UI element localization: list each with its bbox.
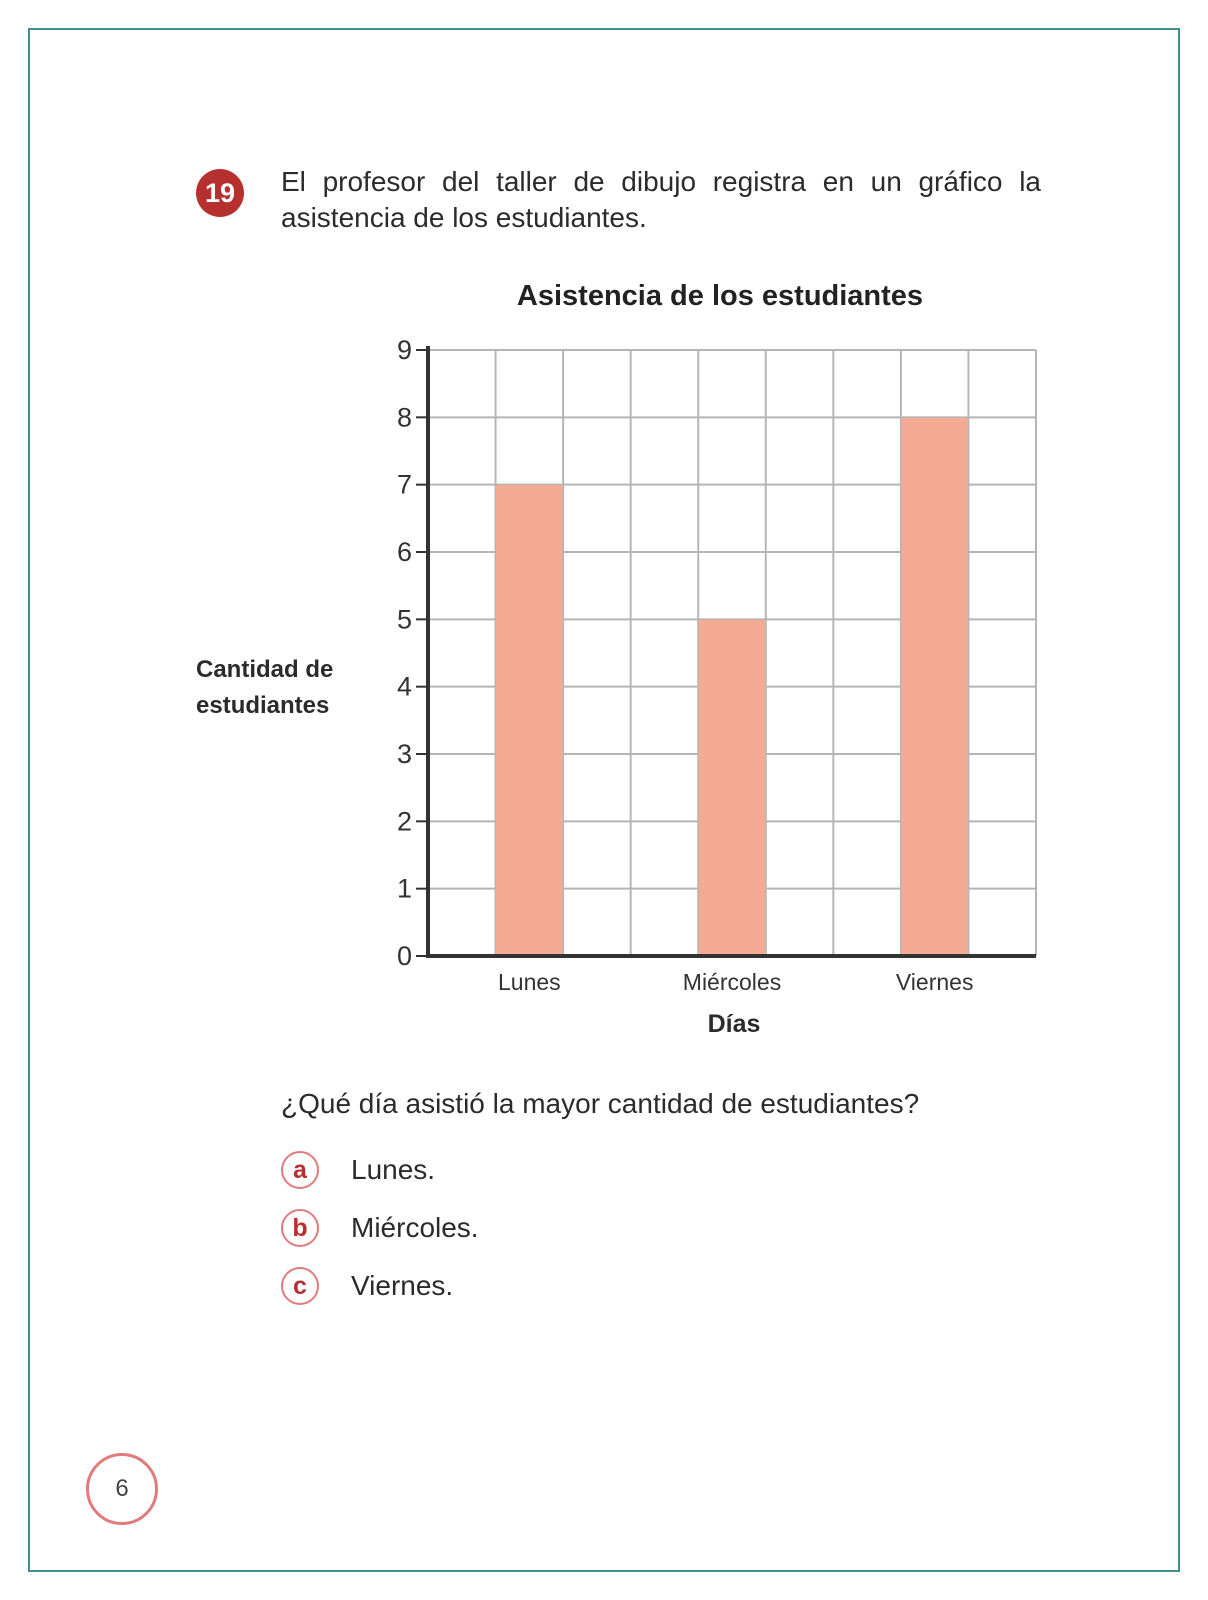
option-a[interactable] xyxy=(281,1148,435,1192)
chart-title: Asistencia de los estudiantes xyxy=(516,280,924,312)
x-tick-label: Miércoles xyxy=(682,969,782,995)
question-number-badge: 19 xyxy=(196,169,244,217)
y-axis-label: Cantidad de estudiantes xyxy=(196,656,334,719)
y-tick-label: 1 xyxy=(396,873,412,904)
y-tick-label: 2 xyxy=(396,806,412,837)
option-letter-a: a xyxy=(281,1151,319,1189)
page-number: 6 xyxy=(86,1453,158,1525)
y-tick-label: 5 xyxy=(396,604,412,635)
bar-miércoles xyxy=(698,619,766,956)
y-tick-label: 7 xyxy=(396,469,412,500)
y-tick-label: 9 xyxy=(396,335,412,365)
option-letter-b: b xyxy=(281,1209,319,1247)
option-text-b: Miércoles. xyxy=(351,1212,479,1243)
option-text-c: Viernes. xyxy=(351,1270,454,1301)
y-tick-label: 0 xyxy=(396,941,412,971)
question-text: El profesor del taller de dibujo registra en un gráfico la asistencia de los estudiantes. xyxy=(281,166,1041,233)
option-b[interactable] xyxy=(281,1206,479,1250)
y-tick-label: 6 xyxy=(396,537,412,567)
x-axis-label: Días xyxy=(707,1010,761,1038)
y-tick-label: 3 xyxy=(396,739,412,769)
option-text-a: Lunes. xyxy=(351,1154,436,1185)
bar-viernes xyxy=(901,417,969,956)
bar-lunes xyxy=(496,485,564,956)
x-tick-label: Lunes xyxy=(497,969,561,995)
option-c[interactable] xyxy=(281,1264,453,1308)
y-tick-label: 4 xyxy=(396,671,412,702)
option-letter-c: c xyxy=(281,1267,319,1305)
question-prompt: ¿Qué día asistió la mayor cantidad de estudiantes? xyxy=(281,1088,920,1119)
x-tick-label: Viernes xyxy=(895,969,974,995)
y-tick-label: 8 xyxy=(396,402,412,433)
